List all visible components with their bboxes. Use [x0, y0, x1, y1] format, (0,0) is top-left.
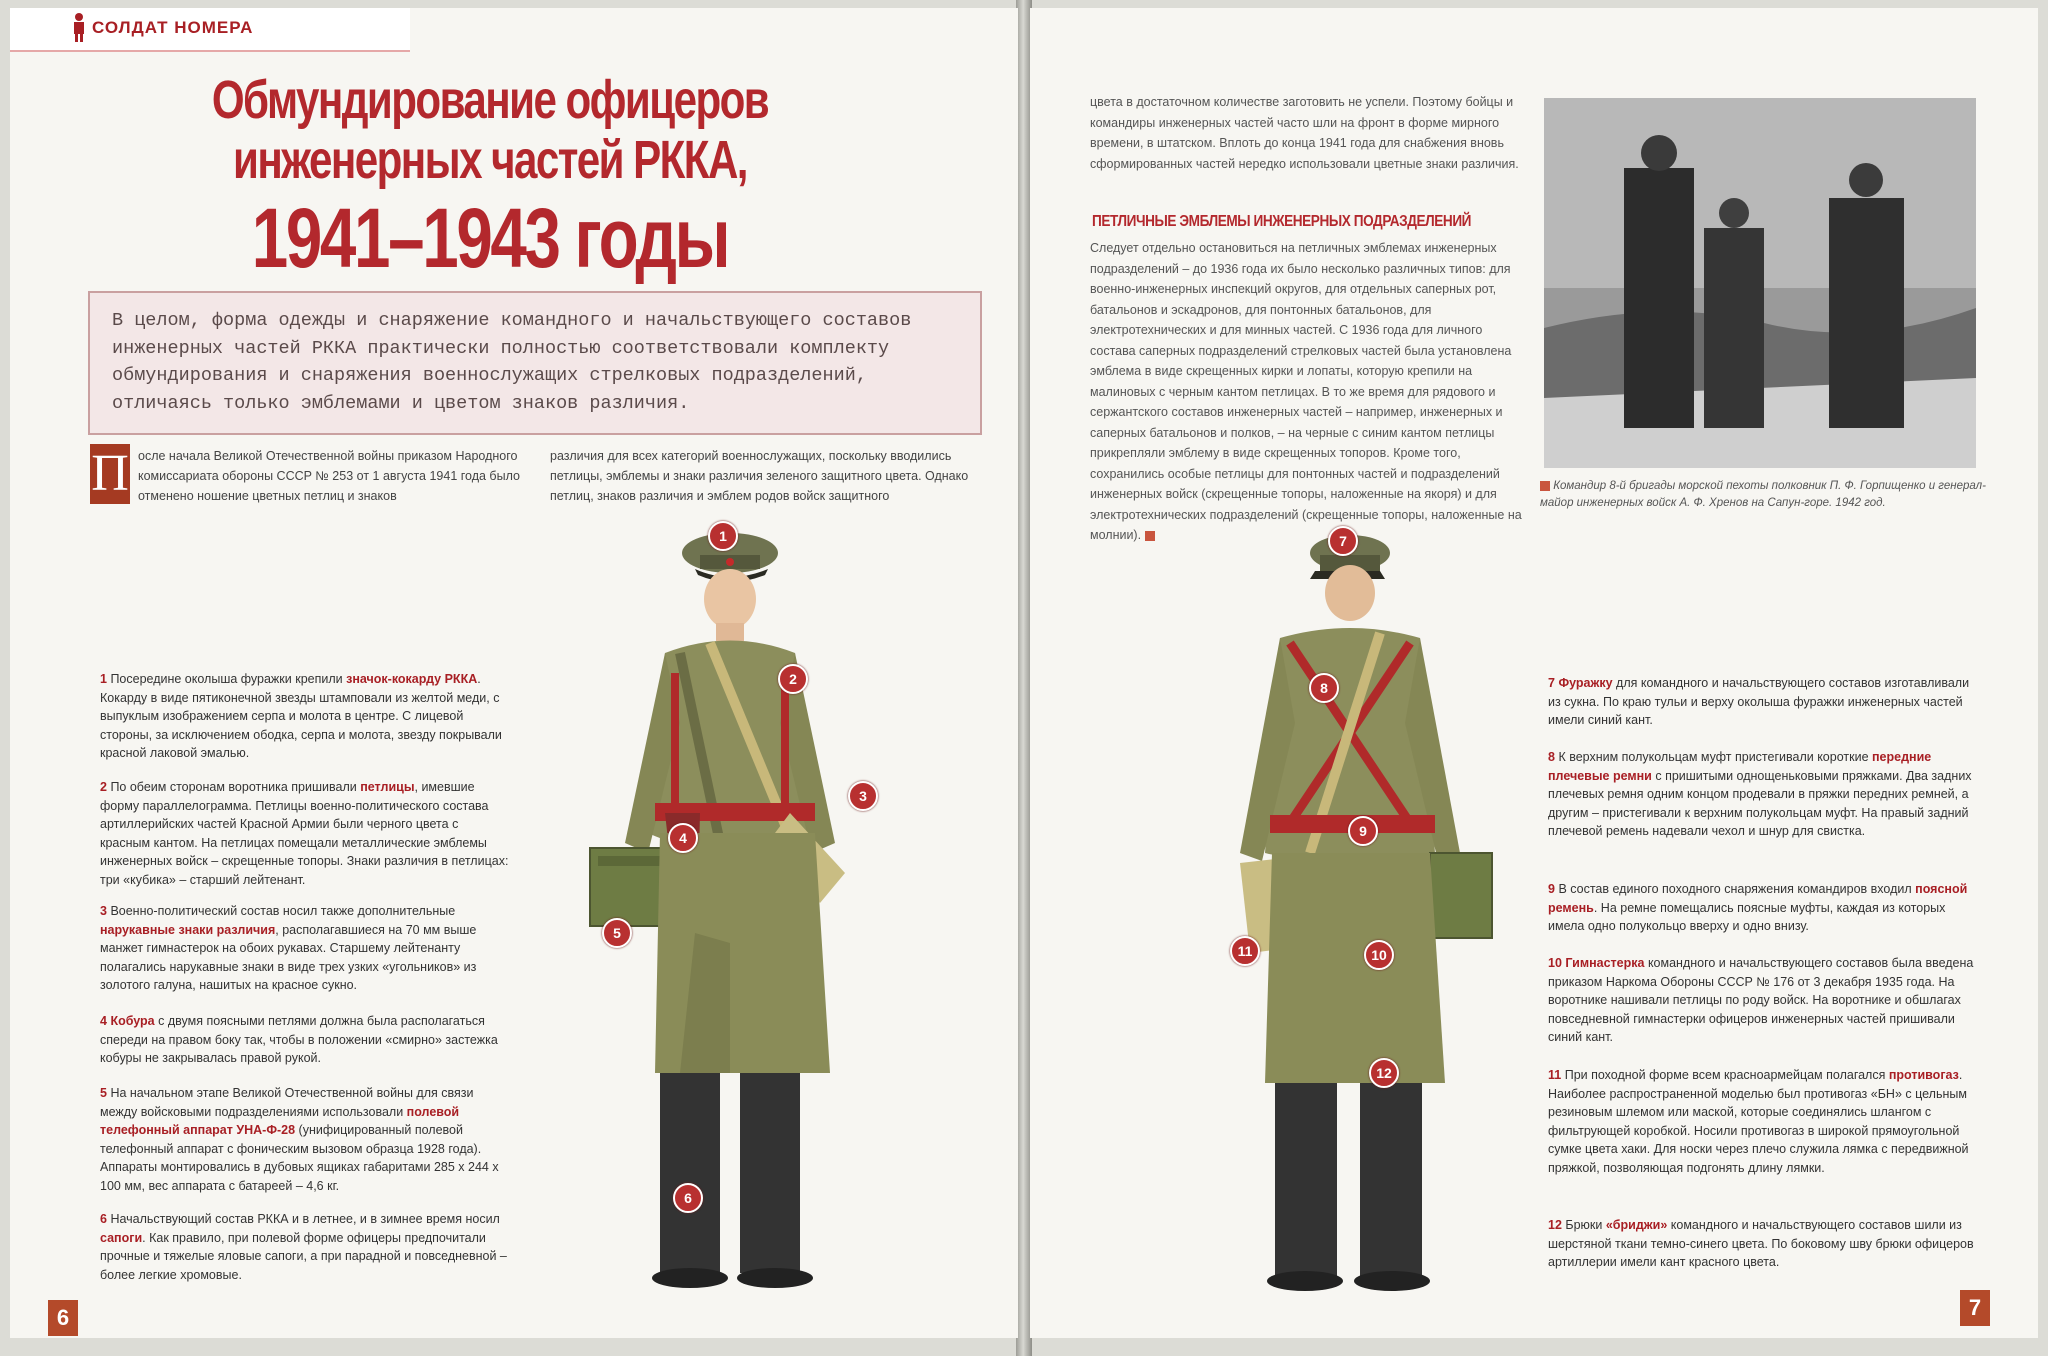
note-text: . Как правило, при полевой форме офицеры предпочитали прочные и тяжелые яловые сапоги, а при парадной и повседневной – более легкие хромовые.	[100, 1230, 507, 1282]
callout-marker: 3	[848, 781, 878, 811]
note-highlight: нарукавные знаки различия	[100, 922, 276, 937]
note-highlight: поясной ремень	[1548, 882, 1968, 915]
note-text: (унифицированный полевой телефонный аппарат с фоническим вызовом образца 1928 года). Аппараты монтировались в дубовых ящиках габаритами 285 x 244 x 100 мм, вес аппарата с батареей – 4,6 кг.	[100, 1123, 499, 1193]
note-5	[100, 1084, 510, 1195]
note-text: По обеим сторонам воротника пришивали	[110, 780, 361, 794]
note-number: 6	[100, 1212, 107, 1226]
note-number: 8	[1548, 750, 1555, 764]
note-text: В состав единого походного снаряжения командиров входил	[1558, 882, 1916, 896]
callout-marker: 1	[708, 521, 738, 551]
soldier-front-illustration	[570, 513, 890, 1303]
note-6	[100, 1210, 510, 1284]
right-subheading: ПЕТЛИЧНЫЕ ЭМБЛЕМЫ ИНЖЕНЕРНЫХ ПОДРАЗДЕЛЕНИЙ	[1092, 213, 1472, 230]
note-11	[1548, 1066, 1978, 1177]
callout-marker: 10	[1364, 940, 1394, 970]
caption-text: Командир 8-й бригады морской пехоты полковник П. Ф. Горпищенко и генерал-майор инженерных войск А. Ф. Хренов на Сапун-горе. 1942 год.	[1540, 480, 1986, 509]
page-number-right: 7	[1960, 1290, 1990, 1326]
title-line-1: Обмундирование офицеров	[211, 70, 769, 130]
note-text: с двумя поясными петлями должна была располагаться спереди на правом боку так, чтобы в положении «смирно» застежка кобуры не закрывалась правой рукой.	[100, 1014, 498, 1065]
page-number-left: 6	[48, 1300, 78, 1336]
note-text: командного и начальствующего составов была введена приказом Наркома Обороны СССР № 176 от 3 декабря 1935 года. На воротнике нашивали петлицы по роду войск. На воротнике и обшлагах повседневной гимнастерки офицеров инженерных частей пришивали синий кант.	[1548, 956, 1974, 1044]
note-number: 7	[1548, 676, 1555, 690]
body-text: Следует отдельно остановиться на петличных эмблемах инженерных подразделений – до 1936 года их было несколько различных типов: для военно-инженерных инспекций округов, для отдельных саперных рот, батальонов и эскадронов, для понтонных батальонов, для электротехнических и для минных частей. С 1936 года для личного состава саперных подразделений стрелковых частей была установлена эмблема в виде скрещенных кирки и лопаты, которую крепили на малиновых с черным кантом петлицах. В то же время для рядового и сержантского составов инженерных частей – например, инженерных и саперных батальонов и полков, – на черные с синим кантом петлицы прикрепляли эмблему в виде скрещенных топоров. Кроме того, сохранились особые петлицы для понтонных частей и подразделений инженерных войск (скрещенные топоры, наложенные на якоря) и для электротехнических подразделений (скрещенные топоры, наложенные на молнии).	[1090, 241, 1522, 542]
callout-marker: 8	[1309, 673, 1339, 703]
note-highlight: Фуражку	[1558, 676, 1613, 690]
note-text: . На ремне помещались поясные муфты, каждая из которых имела одно полукольцо вверху и одно внизу.	[1548, 900, 1946, 933]
right-page	[1030, 8, 2038, 1338]
left-page	[10, 8, 1018, 1338]
title-line-2: инженерных частей РККА,	[233, 130, 747, 190]
note-10	[1548, 954, 1978, 1047]
note-text: Начальствующий состав РККА и в летнее, и в зимнее время носил	[110, 1212, 500, 1226]
drop-cap: П	[91, 445, 129, 502]
note-highlight: сапоги	[100, 1230, 143, 1245]
callout-marker: 6	[673, 1183, 703, 1213]
note-number: 2	[100, 780, 107, 794]
callout-marker: 4	[668, 823, 698, 853]
callout-marker: 12	[1369, 1058, 1399, 1088]
note-highlight: противогаз	[1888, 1068, 1959, 1082]
note-number: 12	[1548, 1218, 1562, 1232]
historical-photo	[1544, 98, 1976, 468]
article-title	[130, 70, 850, 285]
note-text: , имевшие форму параллелограмма. Петлицы военно-политического состава артиллерийских частей Красной Армии были черного цвета с красным кантом. На петлицах помещали металлические эмблемы инженерных войск – скрещенные топоры. Знаки различия в петлицах: три «кубика» – старший лейтенант.	[100, 780, 509, 887]
note-3	[100, 902, 510, 995]
note-number: 3	[100, 904, 107, 918]
note-8	[1548, 748, 1978, 841]
soldier-back-illustration	[1180, 523, 1520, 1293]
note-text: с пришитыми однощеньковыми пряжками. Два задних плечевых ремня одним концом продевали в пряжки передних ремней, а другим – пристегивали к верхним полукольцам муфт. На правый задний плечевой ремень надевали чехол и шнур для свистка.	[1548, 768, 1972, 838]
intro-column-2: различия для всех категорий военнослужащих, поскольку вводились петлицы, эмблемы и знаки различия зеленого защитного цвета. Однако петлиц, знаков различия и эмблем родов войск защитного	[550, 449, 969, 503]
note-text: командного и начальствующего составов шили из шерстяной ткани темно-синего цвета. По боковому шву брюки офицеров артиллерии имели кант красного цвета.	[1548, 1218, 1974, 1269]
note-text: Брюки	[1565, 1218, 1606, 1232]
note-number: 9	[1548, 882, 1555, 896]
note-highlight: Гимнастерка	[1565, 956, 1645, 970]
note-text: На начальном этапе Великой Отечественной войны для связи между войсковыми подразделениями использовали	[100, 1086, 474, 1119]
note-text: для командного и начальствующего составов изготавливали из сукна. По краю тульи и верху околыша фуражки инженерных частей имели синий кант.	[1548, 676, 1970, 727]
callout-marker: 5	[602, 918, 632, 948]
photo-caption	[1540, 478, 2000, 512]
section-label: СОЛДАТ НОМЕРА	[92, 18, 254, 37]
note-number: 4	[100, 1014, 107, 1028]
photo-image	[1544, 98, 1976, 468]
note-highlight: Кобура	[110, 1014, 155, 1028]
note-number: 10	[1548, 956, 1562, 970]
intro-column-1: осле начала Великой Отечественной войны приказом Народного комиссариата обороны СССР № 253 от 1 августа 1941 года было отменено ношение цветных петлиц и знаков	[138, 449, 520, 503]
end-mark	[1145, 531, 1155, 541]
soldier-icon	[70, 12, 88, 42]
note-text: Военно-политический состав носил также дополнительные	[110, 904, 456, 918]
caption-mark	[1540, 481, 1550, 491]
header-tab	[10, 8, 410, 52]
right-column-text: цвета в достаточном количестве заготовить не успели. Поэтому бойцы и командиры инженерных частей часто шли на фронт в форме мирного времени, в штатском. Вплоть до конца 1941 года для снабжения вновь сформированных частей нередко использовали цветные знаки различия.	[1090, 95, 1519, 171]
lead-text: В целом, форма одежды и снаряжение командного и начальствующего составов инженерных частей РККА практически полностью соответствовали комплекту обмундирования и снаряжения военнослужащих стрелковых подразделений, отличаясь только эмблемами и цветом знаков различия.	[112, 310, 912, 414]
note-12	[1548, 1216, 1978, 1272]
lead-box	[88, 291, 982, 435]
note-highlight: полевой телефонный аппарат УНА-Ф-28	[100, 1104, 460, 1137]
note-9	[1548, 880, 1978, 936]
note-text: , располагавшиеся на 70 мм выше манжет гимнастерок на обоих рукавах. Старшему лейтенанту полагались нарукавные знаки в виде трех узких «угольников» из золотого галуна, нашитых на красное сукно.	[100, 922, 477, 992]
note-highlight: передние плечевые ремни	[1548, 750, 1932, 783]
note-text: Посередине околыша фуражки крепили	[110, 672, 347, 686]
note-text: К верхним полукольцам муфт пристегивали короткие	[1558, 750, 1872, 764]
note-text: . Кокарду в виде пятиконечной звезды штамповали из желтой меди, с выпуклым изображением серпа и молота в центре. С лицевой стороны, за исключением ободка, серпа и молота, звезду покрывали красной лаковой эмалью.	[100, 672, 502, 760]
callout-marker: 2	[778, 664, 808, 694]
callout-marker: 11	[1230, 936, 1260, 966]
note-2	[100, 778, 510, 889]
note-highlight: значок-кокарду РККА	[346, 672, 478, 686]
right-column-text-2	[1090, 238, 1530, 546]
note-text: . Наиболее распространенной моделью был противогаз «БН» с цельным резиновым шлемом или маской, которые соединялись шлангом с фильтрующей коробкой. Носили противогаз в широкой прямоугольной сумке цвета хаки. Для носки через плечо служила лямка с передвижной пряжкой, позволяющая подгонять длину лямки.	[1548, 1068, 1969, 1175]
callout-marker: 7	[1328, 526, 1358, 556]
title-line-3: 1941–1943 годы	[251, 191, 729, 285]
note-highlight: петлицы	[360, 780, 415, 794]
callout-marker: 9	[1348, 816, 1378, 846]
note-highlight: «бриджи»	[1605, 1218, 1668, 1232]
note-4	[100, 1012, 510, 1068]
note-number: 1	[100, 672, 107, 686]
note-number: 11	[1548, 1068, 1562, 1082]
note-1	[100, 670, 510, 763]
note-number: 5	[100, 1086, 107, 1100]
note-text: При походной форме всем красноармейцам полагался	[1564, 1068, 1889, 1082]
note-7	[1548, 674, 1978, 730]
